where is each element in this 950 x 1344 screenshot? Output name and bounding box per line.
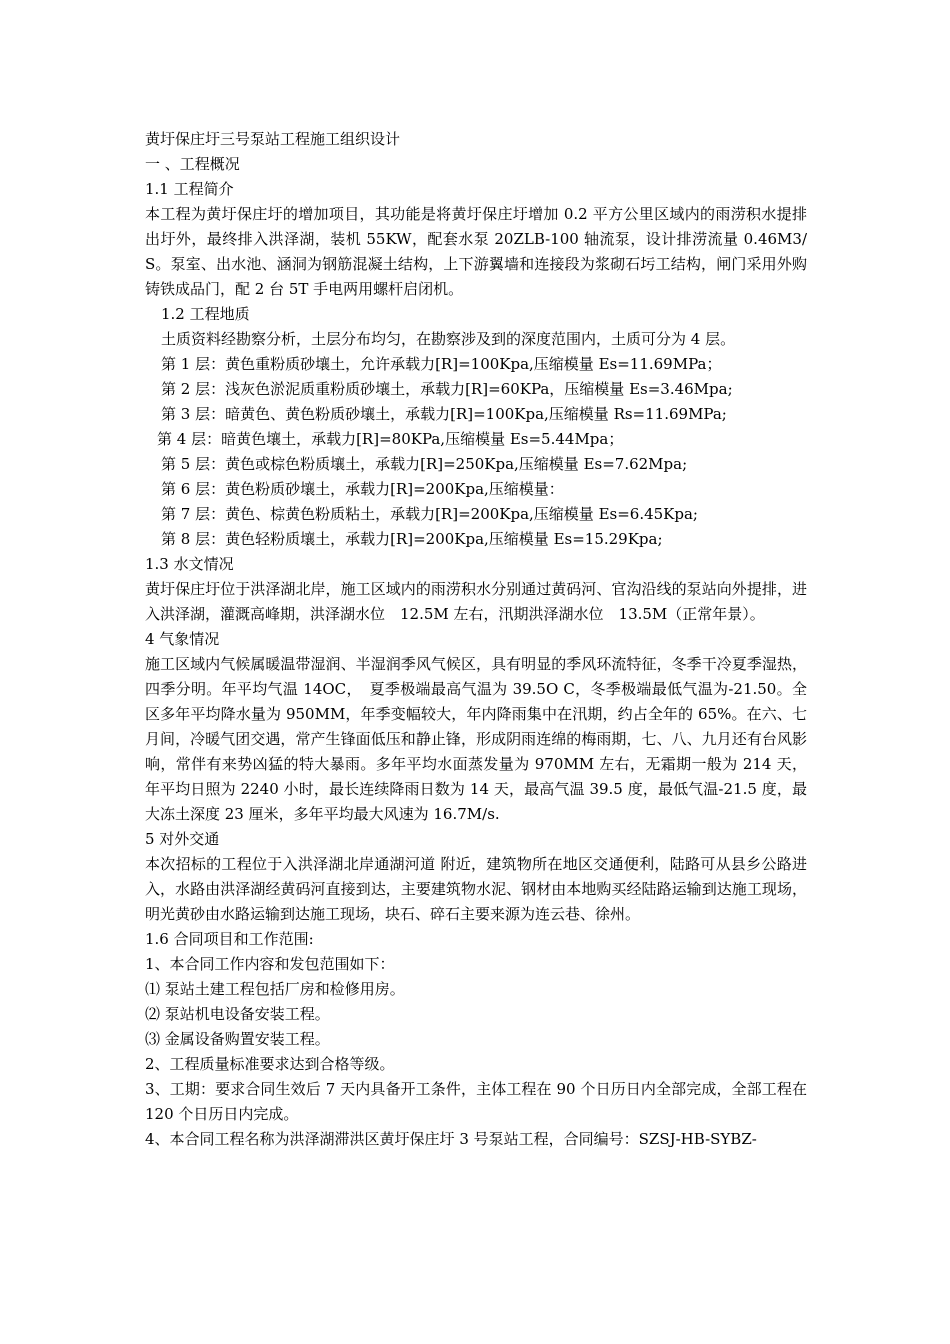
section-1-2-heading: 1.2 工程地质 [161,305,250,323]
section-5-heading: 5 对外交通 [145,830,220,848]
section-4-heading: 4 气象情况 [145,630,220,648]
soil-layer-5: 第 5 层：黄色或棕色粉质壤土，承载力[R]=250Kpa,压缩模量 Es=7.62Mpa; [161,455,688,473]
section-5-paragraph: 本次招标的工程位于入洪泽湖北岸通湖河道 附近，建筑物所在地区交通便利，陆路可从县乡公路进入，水路由洪泽湖经黄码河直接到达，主要建筑物水泥、钢材由本地购买经陆路运输到达施工现场，明光黄砂由水路运输到达施工现场，块石、碎石主要来源为连云巷、徐州。 [145,855,807,923]
document-body [145,127,807,1152]
soil-layer-2: 第 2 层：浅灰色淤泥质重粉质砂壤土，承载力[R]=60KPa，压缩模量 Es=3.46Mpa; [161,380,733,398]
section-1-heading: 一 、工程概况 [145,155,240,173]
section-1-3-heading: 1.3 水文情况 [145,555,234,573]
contract-subitem-2: ⑵ 泵站机电设备安装工程。 [145,1005,330,1023]
section-1-3-paragraph: 黄圩保庄圩位于洪泽湖北岸，施工区域内的雨涝积水分别通过黄码河、官沟沿线的泵站向外提排，进入洪泽湖，灌溉高峰期，洪泽湖水位 12.5M 左右，汛期洪泽湖水位 13.5M（正常年景）。 [145,580,807,623]
soil-layer-4: 第 4 层：暗黄色壤土，承载力[R]=80KPa,压缩模量 Es=5.44Mpa； [157,430,624,448]
section-4-paragraph: 施工区域内气候属暖温带湿润、半湿润季风气候区，具有明显的季风环流特征，冬季干冷夏季湿热，四季分明。年平均气温 14OC， 夏季极端最高气温为 39.5O C，冬季极端最低气温为-21.50。全区多年平均降水量为 950MM，年季变幅较大，年内降雨集中在汛期，约占全年的 65%。在六、七月间，冷暖气团交遇，常产生锋面低压和静止锋，形成阴雨连绵的梅雨期，七、八、九月还有台风影响，常伴有来势凶猛的特大暴雨。多年平均水面蒸发量为 970MM 左右，无霜期一般为 214 天，年平均日照为 2240 小时，最长连续降雨日数为 14 天，最高气温 39.5 度，最低气温-21.5 度，最大冻土深度 23 厘米，多年平均最大风速为 16.7M/s. [145,655,807,823]
soil-layer-6: 第 6 层：黄色粉质砂壤土，承载力[R]=200Kpa,压缩模量： [161,480,564,498]
contract-item-4: 4、本合同工程名称为洪泽湖滞洪区黄圩保庄圩 3 号泵站工程，合同编号：SZSJ-HB-SYBZ- [145,1130,757,1148]
soil-layer-1: 第 1 层：黄色重粉质砂壤土，允许承载力[R]=100Kpa,压缩模量 Es=11.69MPa； [161,355,722,373]
soil-layer-3: 第 3 层：暗黄色、黄色粉质砂壤土，承载力[R]=100Kpa,压缩模量 Rs=11.69MPa; [161,405,727,423]
contract-subitem-1: ⑴ 泵站土建工程包括厂房和检修用房。 [145,980,405,998]
section-1-1-paragraph: 本工程为黄圩保庄圩的增加项目，其功能是将黄圩保庄圩增加 0.2 平方公里区域内的雨涝积水提排出圩外，最终排入洪泽湖，装机 55KW，配套水泵 20ZLB-100 轴流泵，设计排涝流量 0.46M3/S。泵室、出水池、涵洞为钢筋混凝土结构，上下游翼墙和连接段为浆砌石圬工结构，闸门采用外购铸铁成品门，配 2 台 5T 手电两用螺杆启闭机。 [145,205,807,298]
contract-item-3: 3、工期：要求合同生效后 7 天内具备开工条件，主体工程在 90 个日历日内全部完成，全部工程在 120 个日历日内完成。 [145,1080,807,1123]
soil-layer-8: 第 8 层：黄色轻粉质壤土，承载力[R]=200Kpa,压缩模量 Es=15.29Kpa; [161,530,663,548]
section-1-1-heading: 1.1 工程简介 [145,180,234,198]
contract-subitem-3: ⑶ 金属设备购置安装工程。 [145,1030,330,1048]
document-title: 黄圩保庄圩三号泵站工程施工组织设计 [145,130,401,148]
contract-item-2: 2、工程质量标准要求达到合格等级。 [145,1055,395,1073]
section-1-6-heading: 1.6 合同项目和工作范围: [145,930,314,948]
contract-item-1: 1、本合同工作内容和发包范围如下： [145,955,395,973]
section-1-2-intro: 土质资料经勘察分析，土层分布均匀，在勘察涉及到的深度范围内，土质可分为 4 层。 [161,330,736,348]
soil-layer-7: 第 7 层：黄色、棕黄色粉质粘土，承载力[R]=200Kpa,压缩模量 Es=6.45Kpa; [161,505,698,523]
